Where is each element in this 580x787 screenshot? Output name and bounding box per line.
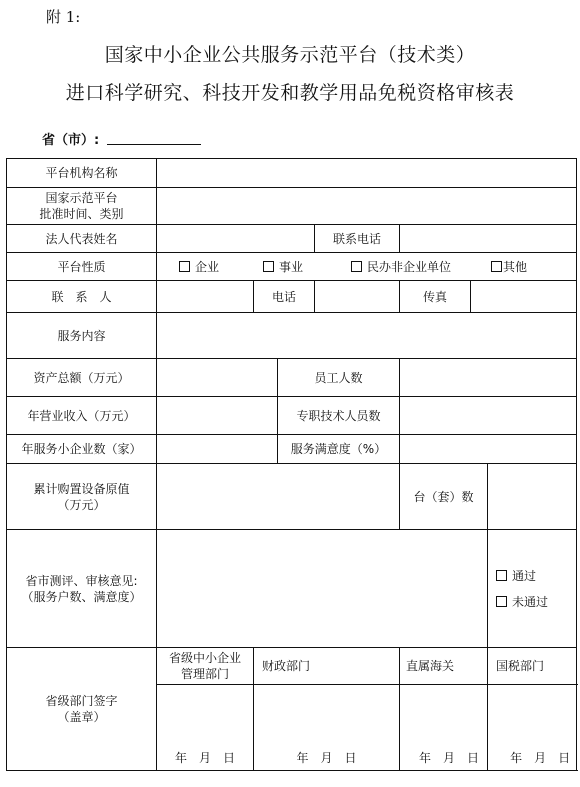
equipment-value-label-line1: 累计购置设备原值 xyxy=(33,481,130,496)
dept-finance-signature-field[interactable] xyxy=(254,685,400,771)
satisfaction-label: 服务满意度（%） xyxy=(278,435,400,464)
nature-option-other[interactable] xyxy=(491,259,527,275)
review-opinion-label-line1: 省市测评、审核意见: xyxy=(25,573,138,588)
dept-tax-header: 国税部门 xyxy=(488,648,577,685)
nature-option-nonprofit-label: 民办非企业单位 xyxy=(367,259,452,274)
review-form-table xyxy=(6,158,577,771)
platform-name-label: 平台机构名称 xyxy=(7,159,157,188)
nature-option-institution[interactable] xyxy=(263,259,303,275)
demo-platform-label xyxy=(7,188,157,225)
fax-field[interactable] xyxy=(471,281,577,313)
attachment-label: 附 1: xyxy=(46,8,81,26)
contact-phone-label: 联系电话 xyxy=(315,225,400,253)
total-assets-label: 资产总额（万元） xyxy=(7,359,157,397)
nature-option-institution-label: 事业 xyxy=(279,259,304,274)
dept-sme-header xyxy=(157,648,254,685)
contact-person-label: 联 系 人 xyxy=(7,281,157,313)
satisfaction-field[interactable] xyxy=(400,435,577,464)
service-content-field[interactable] xyxy=(157,313,577,359)
equipment-value-label-line2: （万元） xyxy=(57,497,106,512)
nature-option-enterprise[interactable] xyxy=(179,259,219,275)
dept-tax-signature-field[interactable] xyxy=(488,685,577,771)
legal-rep-label: 法人代表姓名 xyxy=(7,225,157,253)
provincial-signature-label-line1: 省级部门签字 xyxy=(45,694,118,708)
phone-field[interactable] xyxy=(315,281,400,313)
sets-label: 台（套）数 xyxy=(400,464,488,530)
province-label: 省（市）: xyxy=(42,133,100,148)
nature-option-enterprise-label: 企业 xyxy=(195,259,220,274)
dept-customs-signature-field[interactable] xyxy=(400,685,488,771)
dept-sme-header-line2: 管理部门 xyxy=(180,667,229,681)
dept-tax-date: 年 月 日 xyxy=(510,751,571,765)
form-title-line1: 国家中小企业公共服务示范平台（技术类） xyxy=(104,44,476,66)
review-result-options xyxy=(488,530,577,648)
review-opinion-label xyxy=(7,530,157,648)
checkbox-icon[interactable] xyxy=(263,261,274,272)
equipment-value-field[interactable] xyxy=(157,464,400,530)
province-input-line[interactable] xyxy=(107,144,201,145)
checkbox-icon[interactable] xyxy=(496,596,507,607)
service-content-label: 服务内容 xyxy=(7,313,157,359)
nature-option-other-label: 其他 xyxy=(503,259,528,274)
provincial-signature-label-line2: （盖章） xyxy=(57,710,106,724)
checkbox-icon[interactable] xyxy=(496,570,507,581)
tech-staff-field[interactable] xyxy=(400,397,577,435)
checkbox-icon[interactable] xyxy=(351,261,362,272)
not-pass-option[interactable] xyxy=(496,594,574,610)
platform-nature-options xyxy=(157,253,577,281)
dept-sme-signature-field[interactable] xyxy=(157,685,254,771)
dept-sme-header-line1: 省级中小企业 xyxy=(168,651,241,665)
nature-option-nonprofit[interactable] xyxy=(351,259,451,275)
pass-option[interactable] xyxy=(496,568,574,584)
contact-phone-field[interactable] xyxy=(400,225,577,253)
annual-revenue-field[interactable] xyxy=(157,397,278,435)
demo-platform-label-line1: 国家示范平台 xyxy=(45,191,118,205)
sets-field[interactable] xyxy=(488,464,577,530)
tech-staff-label: 专职技术人员数 xyxy=(278,397,400,435)
fax-label: 传真 xyxy=(400,281,471,313)
review-opinion-label-line2: （服务户数、满意度） xyxy=(21,589,142,604)
equipment-value-label xyxy=(7,464,157,530)
phone-label: 电话 xyxy=(254,281,315,313)
annual-revenue-label: 年营业收入（万元） xyxy=(7,397,157,435)
provincial-signature-label xyxy=(7,648,157,771)
review-opinion-field[interactable] xyxy=(157,530,488,648)
legal-rep-field[interactable] xyxy=(157,225,315,253)
platform-name-field[interactable] xyxy=(157,159,577,188)
checkbox-icon[interactable] xyxy=(179,261,190,272)
dept-finance-date: 年 月 日 xyxy=(296,751,357,765)
dept-sme-date: 年 月 日 xyxy=(174,751,235,765)
annual-sme-field[interactable] xyxy=(157,435,278,464)
form-title-line2: 进口科学研究、科技开发和教学用品免税资格审核表 xyxy=(65,82,515,104)
annual-sme-label: 年服务小企业数（家） xyxy=(7,435,157,464)
dept-customs-date: 年 月 日 xyxy=(418,751,479,765)
dept-finance-header: 财政部门 xyxy=(254,648,400,685)
not-pass-option-label: 未通过 xyxy=(512,594,549,609)
staff-count-field[interactable] xyxy=(400,359,577,397)
demo-platform-field[interactable] xyxy=(157,188,577,225)
demo-platform-label-line2: 批准时间、类别 xyxy=(39,207,124,221)
staff-count-label: 员工人数 xyxy=(278,359,400,397)
checkbox-icon[interactable] xyxy=(491,261,502,272)
pass-option-label: 通过 xyxy=(512,568,537,583)
dept-customs-header: 直属海关 xyxy=(400,648,488,685)
total-assets-field[interactable] xyxy=(157,359,278,397)
platform-nature-label: 平台性质 xyxy=(7,253,157,281)
contact-person-field[interactable] xyxy=(157,281,254,313)
